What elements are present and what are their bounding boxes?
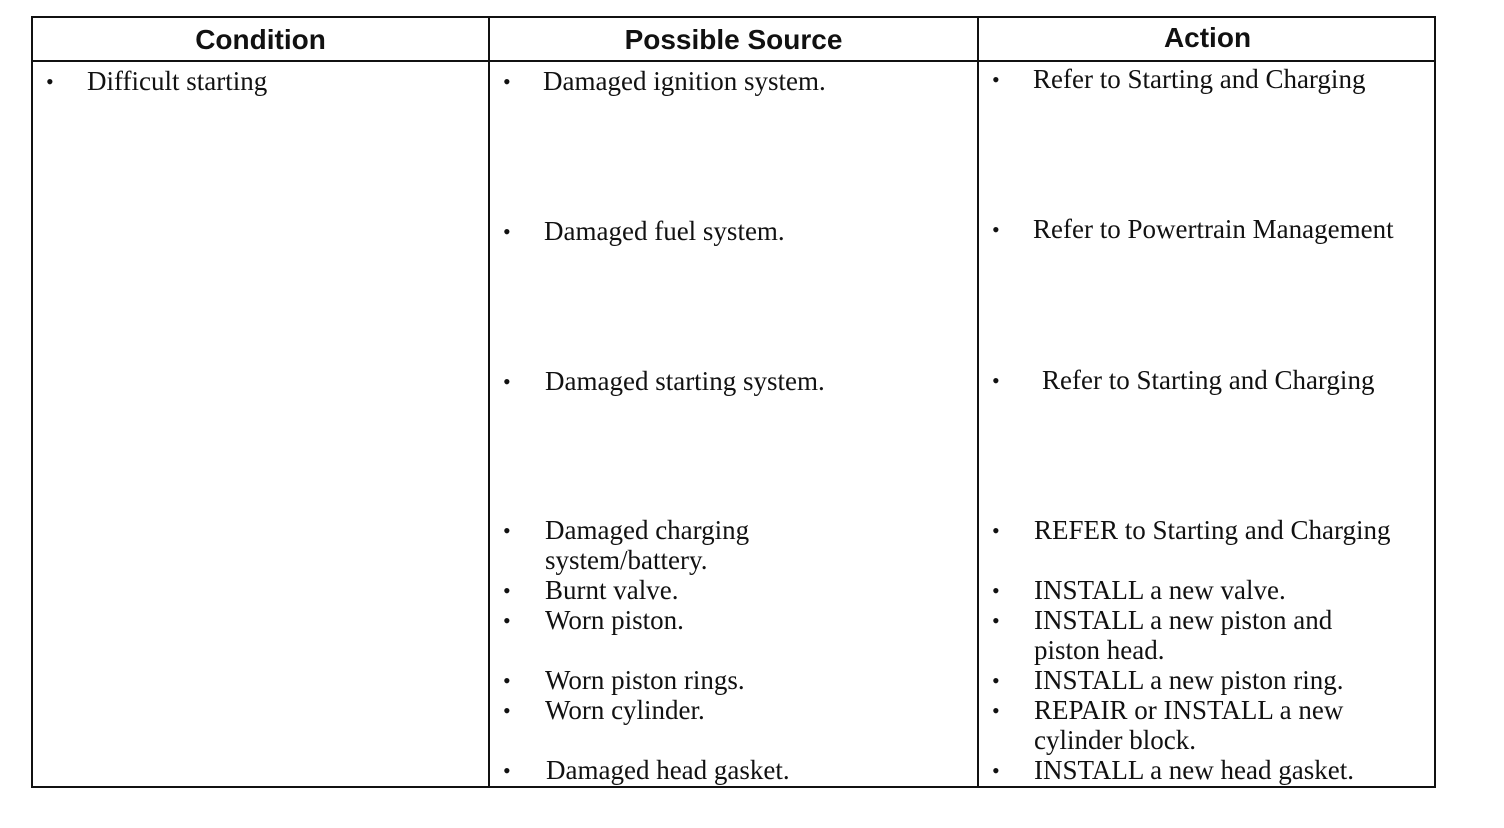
source-item: Damaged fuel system. xyxy=(544,216,785,246)
column-divider-1 xyxy=(488,18,490,786)
action-item-continued: piston head. xyxy=(1034,635,1165,665)
action-item: Refer to Powertrain Management xyxy=(1033,214,1394,244)
action-item: INSTALL a new piston and xyxy=(1034,605,1333,635)
action-item: Refer to Starting and Charging xyxy=(1033,64,1366,94)
source-item: Worn piston. xyxy=(545,605,684,635)
action-item: INSTALL a new valve. xyxy=(1034,575,1286,605)
source-item: Worn piston rings. xyxy=(545,665,745,695)
header-possible-source: Possible Source xyxy=(624,24,843,55)
action-item-continued: cylinder block. xyxy=(1034,725,1196,755)
bullet: • xyxy=(992,67,1000,92)
bullet: • xyxy=(992,578,1000,603)
bullet: • xyxy=(503,608,511,633)
bullet: • xyxy=(503,668,511,693)
source-item: Damaged charging xyxy=(545,515,750,545)
condition-text: Difficult starting xyxy=(87,66,268,96)
column-divider-2 xyxy=(977,18,979,786)
header-condition: Condition xyxy=(195,24,326,55)
bullet: • xyxy=(46,69,54,94)
bullet: • xyxy=(503,69,511,94)
action-item: Refer to Starting and Charging xyxy=(1042,365,1375,395)
action-item: REFER to Starting and Charging xyxy=(1034,515,1391,545)
bullet: • xyxy=(503,369,511,394)
bullet: • xyxy=(503,698,511,723)
bullet: • xyxy=(503,219,511,244)
action-item: REPAIR or INSTALL a new xyxy=(1034,695,1344,725)
bullet: • xyxy=(992,608,1000,633)
bullet: • xyxy=(992,758,1000,783)
source-item: Burnt valve. xyxy=(545,575,679,605)
header-divider xyxy=(33,60,1434,62)
bullet: • xyxy=(503,518,511,543)
action-item: INSTALL a new piston ring. xyxy=(1034,665,1344,695)
source-item-continued: system/battery. xyxy=(545,545,708,575)
source-item: Damaged head gasket. xyxy=(546,755,790,785)
bullet: • xyxy=(992,698,1000,723)
source-item: Damaged ignition system. xyxy=(543,66,826,96)
header-action: Action xyxy=(1163,22,1252,53)
bullet: • xyxy=(992,668,1000,693)
bullet: • xyxy=(503,758,511,783)
action-item: INSTALL a new head gasket. xyxy=(1034,755,1354,785)
bullet: • xyxy=(992,217,1000,242)
bullet: • xyxy=(992,368,1000,393)
bullet: • xyxy=(992,518,1000,543)
bullet: • xyxy=(503,578,511,603)
source-item: Worn cylinder. xyxy=(545,695,705,725)
source-item: Damaged starting system. xyxy=(545,366,825,396)
